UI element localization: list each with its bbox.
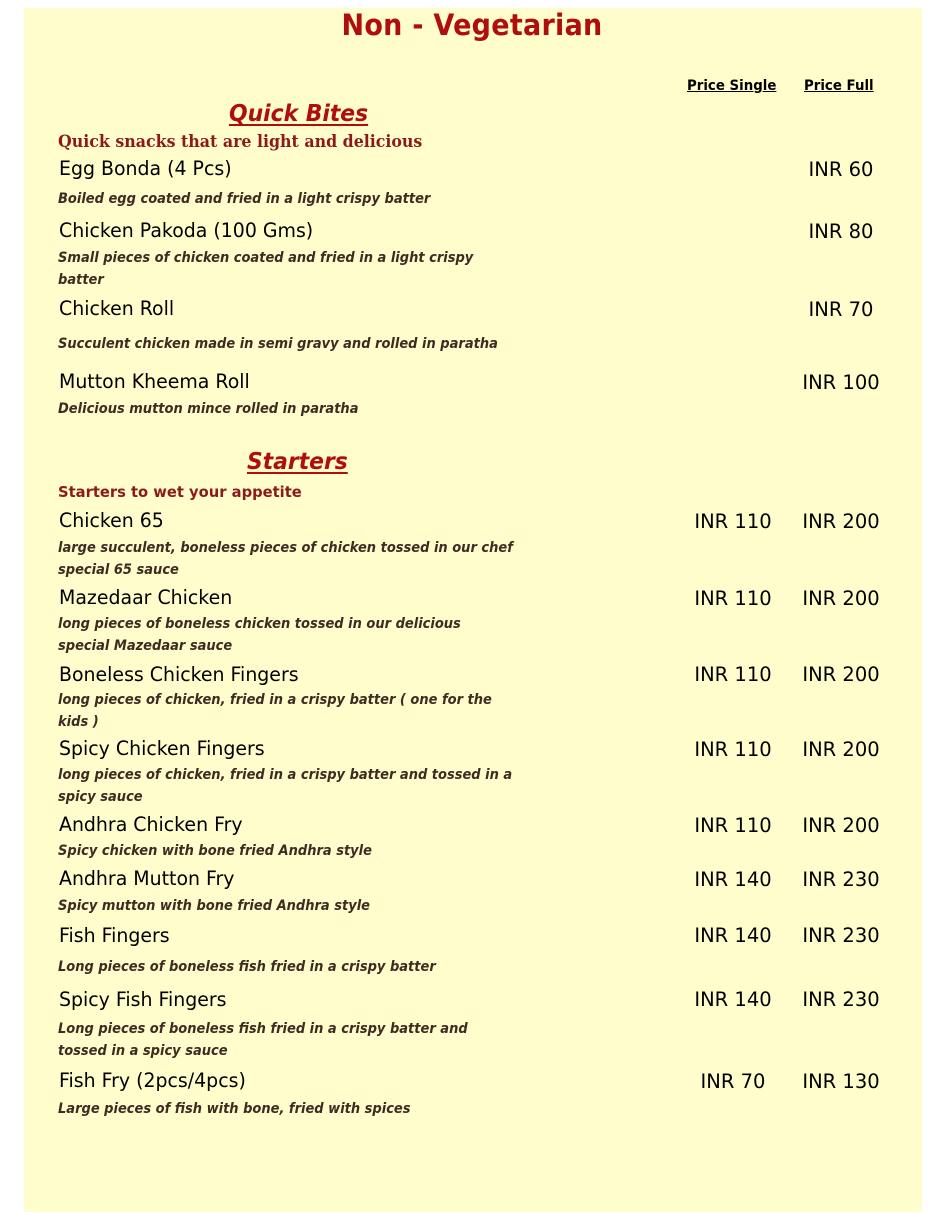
price-full: INR 230 <box>802 868 880 891</box>
item-name: Boneless Chicken Fingers <box>59 663 299 686</box>
item-description: Long pieces of boneless fish fried in a crispy batter <box>58 959 436 975</box>
price-full: INR 200 <box>802 587 880 610</box>
item-name: Fish Fingers <box>59 924 170 947</box>
price-full: INR 60 <box>808 158 874 181</box>
item-description: Long pieces of boneless fish fried in a crispy batter and tossed in a spicy sauce <box>58 1021 468 1059</box>
item-description: Spicy mutton with bone fried Andhra style <box>58 898 371 914</box>
page-title: Non - Vegetarian <box>341 8 603 42</box>
price-full: INR 230 <box>802 988 880 1011</box>
section-title-quick-bites: Quick Bites <box>229 101 369 127</box>
item-description: Boiled egg coated and fried in a light crispy batter <box>58 191 431 207</box>
price-single: INR 70 <box>700 1070 766 1093</box>
price-single: INR 110 <box>694 814 772 837</box>
price-single: INR 140 <box>694 988 772 1011</box>
price-single: INR 110 <box>694 510 772 533</box>
item-name: Chicken Roll <box>59 297 175 320</box>
item-name: Mutton Kheema Roll <box>59 370 250 393</box>
section-title-starters: Starters <box>247 449 348 475</box>
price-full: INR 200 <box>802 663 880 686</box>
price-full: INR 100 <box>802 371 880 394</box>
item-description: Succulent chicken made in semi gravy and rolled in paratha <box>58 336 498 352</box>
item-description: long pieces of chicken, fried in a crispy batter ( one for the kids ) <box>58 692 492 730</box>
price-full: INR 80 <box>808 220 874 243</box>
price-single: INR 140 <box>694 868 772 891</box>
item-description: long pieces of chicken, fried in a crispy batter and tossed in a spicy sauce <box>58 767 513 805</box>
item-name: Spicy Fish Fingers <box>59 988 227 1011</box>
column-header-price-single: Price Single <box>687 78 777 94</box>
price-full: INR 130 <box>802 1070 880 1093</box>
price-full: INR 200 <box>802 738 880 761</box>
price-full: INR 200 <box>802 510 880 533</box>
section-subtitle-quick-bites: Quick snacks that are light and delicious <box>58 132 423 152</box>
section-subtitle-starters: Starters to wet your appetite <box>58 483 302 501</box>
item-description: large succulent, boneless pieces of chicken tossed in our chef special 65 sauce <box>58 540 513 578</box>
price-full: INR 200 <box>802 814 880 837</box>
price-single: INR 110 <box>694 738 772 761</box>
item-description: Small pieces of chicken coated and fried in a light crispy batter <box>58 250 474 288</box>
item-name: Fish Fry (2pcs/4pcs) <box>59 1069 246 1092</box>
item-name: Spicy Chicken Fingers <box>59 737 265 760</box>
item-name: Egg Bonda (4 Pcs) <box>59 157 232 180</box>
price-single: INR 110 <box>694 587 772 610</box>
item-name: Chicken Pakoda (100 Gms) <box>59 219 314 242</box>
item-name: Chicken 65 <box>59 509 164 532</box>
price-single: INR 140 <box>694 924 772 947</box>
item-description: Large pieces of fish with bone, fried with spices <box>58 1101 411 1117</box>
item-description: Spicy chicken with bone fried Andhra style <box>58 843 372 859</box>
price-full: INR 230 <box>802 924 880 947</box>
price-full: INR 70 <box>808 298 874 321</box>
item-name: Andhra Chicken Fry <box>59 813 243 836</box>
item-description: Delicious mutton mince rolled in paratha <box>58 401 359 417</box>
item-description: long pieces of boneless chicken tossed in our delicious special Mazedaar sauce <box>58 616 461 654</box>
price-single: INR 110 <box>694 663 772 686</box>
item-name: Andhra Mutton Fry <box>59 867 235 890</box>
column-header-price-full: Price Full <box>804 78 874 94</box>
item-name: Mazedaar Chicken <box>59 586 233 609</box>
